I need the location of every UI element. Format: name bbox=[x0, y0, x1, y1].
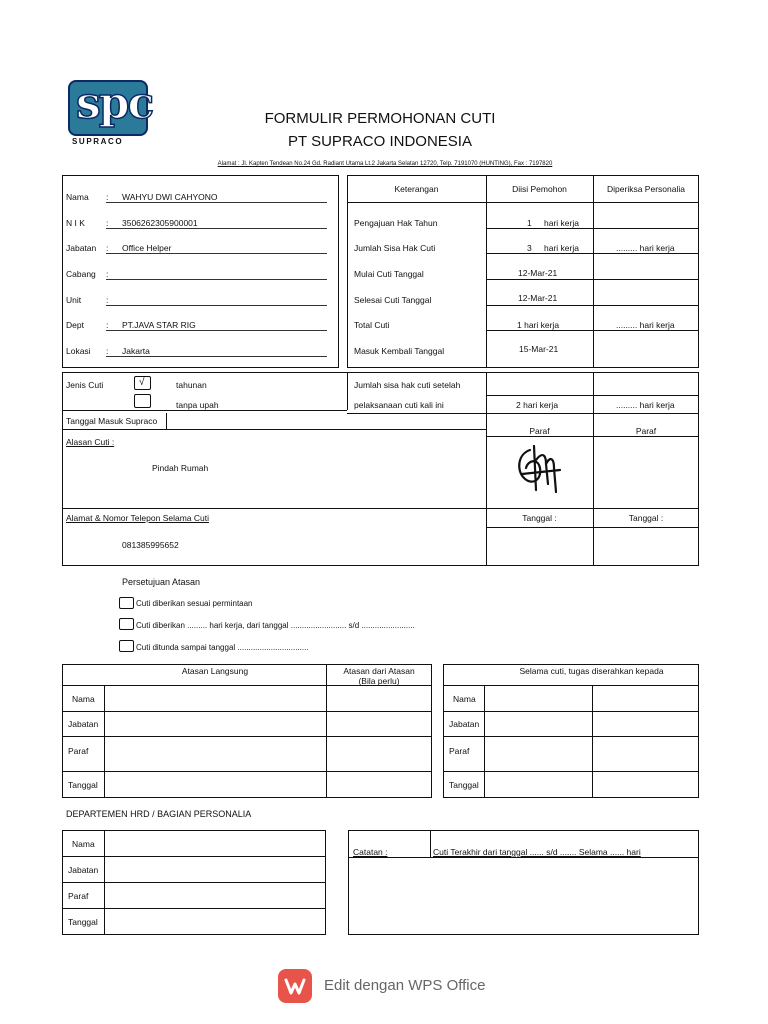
tanggal-masuk-label: Tanggal Masuk Supraco bbox=[66, 416, 158, 426]
persetujuan-option-1: Cuti diberikan sesuai permintaan bbox=[136, 599, 253, 608]
divider bbox=[62, 882, 326, 883]
hrd-title: DEPARTEMEN HRD / BAGIAN PERSONALIA bbox=[66, 809, 252, 819]
underline bbox=[106, 279, 327, 280]
hrd-row-tanggal: Tanggal bbox=[68, 917, 98, 927]
divider bbox=[486, 253, 699, 254]
divider bbox=[486, 279, 699, 280]
tanggal-pemohon-label: Tanggal : bbox=[522, 513, 557, 523]
delegation-row-paraf: Paraf bbox=[449, 746, 470, 756]
employee-value-nama: WAHYU DWI CAHYONO bbox=[122, 192, 218, 202]
employee-label-unit: Unit bbox=[66, 295, 82, 305]
employee-value-jabatan: Office Helper bbox=[122, 243, 172, 253]
leave-header-pemohon: Diisi Pemohon bbox=[512, 184, 567, 194]
employee-sep: : bbox=[106, 320, 109, 330]
leave-row-label: Mulai Cuti Tanggal bbox=[354, 269, 424, 279]
sisa-label-line1: Jumlah sisa hak cuti setelah bbox=[354, 380, 461, 390]
divider bbox=[486, 436, 699, 437]
divider bbox=[62, 508, 699, 509]
catatan-label: Catatan : bbox=[353, 847, 388, 857]
persetujuan-option-3: Cuti ditunda sampai tanggal ................................ bbox=[136, 643, 309, 652]
employee-label-dept: Dept bbox=[66, 320, 84, 330]
logo-name: SUPRACO bbox=[72, 137, 124, 146]
divider bbox=[443, 736, 699, 737]
signature-image bbox=[512, 440, 568, 498]
sisa-pemohon: 2 hari kerja bbox=[516, 400, 559, 410]
checkbox-persetujuan-3[interactable] bbox=[119, 640, 134, 652]
employee-sep: : bbox=[106, 346, 109, 356]
approval-row-jabatan: Jabatan bbox=[68, 719, 99, 729]
leave-row-label: Selesai Cuti Tanggal bbox=[354, 295, 432, 305]
underline bbox=[106, 202, 327, 203]
divider bbox=[486, 527, 699, 528]
leave-row-value: 1 hari kerja bbox=[517, 320, 560, 330]
company-address: Alamat : Jl. Kapten Tendean No.24 Gd. Radiant Utama Lt.2 Jakarta Selatan 12720, Telp. 7191070 (HUNTING), Fax : 7197820 bbox=[217, 161, 553, 167]
divider bbox=[166, 413, 167, 429]
approval-header-atasan-dari-atasan: Atasan dari Atasan bbox=[343, 666, 415, 676]
company-logo bbox=[68, 78, 153, 146]
divider bbox=[348, 857, 699, 858]
divider bbox=[486, 305, 699, 306]
employee-value-nik: 3506262305900001 bbox=[122, 218, 198, 228]
divider bbox=[62, 410, 347, 411]
alasan-cuti-label: Alasan Cuti : bbox=[66, 437, 115, 447]
employee-sep: : bbox=[106, 269, 109, 279]
divider bbox=[443, 685, 699, 686]
leave-row-label: Jumlah Sisa Hak Cuti bbox=[354, 243, 436, 253]
leave-row-label: Masuk Kembali Tanggal bbox=[354, 346, 445, 356]
leave-row-value: 12-Mar-21 bbox=[518, 293, 558, 303]
employee-label-nik: N I K bbox=[66, 218, 85, 228]
checkbox-tanpa-upah[interactable] bbox=[134, 394, 151, 408]
wps-watermark-text: Edit dengan WPS Office bbox=[324, 977, 486, 994]
persetujuan-title: Persetujuan Atasan bbox=[122, 577, 201, 587]
approval-row-paraf: Paraf bbox=[68, 746, 89, 756]
divider bbox=[347, 372, 348, 410]
leave-row-unit: hari kerja bbox=[544, 243, 579, 253]
employee-label-cabang: Cabang bbox=[66, 269, 96, 279]
underline bbox=[106, 228, 327, 229]
divider bbox=[443, 771, 699, 772]
leave-row-label: Total Cuti bbox=[354, 320, 390, 330]
divider bbox=[430, 830, 431, 857]
jenis-cuti-label: Jenis Cuti bbox=[66, 380, 104, 390]
approval-row-tanggal: Tanggal bbox=[68, 780, 98, 790]
hrd-row-paraf: Paraf bbox=[68, 891, 89, 901]
divider bbox=[62, 429, 486, 430]
paraf-pemohon-label: Paraf bbox=[529, 426, 550, 436]
divider bbox=[62, 771, 432, 772]
divider bbox=[486, 372, 487, 566]
divider bbox=[486, 175, 487, 368]
hrd-row-nama: Nama bbox=[72, 839, 95, 849]
company-name: PT SUPRACO INDONESIA bbox=[288, 133, 472, 150]
divider bbox=[486, 228, 699, 229]
divider bbox=[104, 830, 105, 935]
employee-box bbox=[62, 175, 339, 368]
checkbox-persetujuan-2[interactable] bbox=[119, 618, 134, 630]
logo-mark bbox=[68, 78, 153, 136]
form-title: FORMULIR PERMOHONAN CUTI bbox=[264, 110, 496, 127]
divider bbox=[62, 711, 432, 712]
persetujuan-option-2: Cuti diberikan ......... hari kerja, dari tanggal ......................... s/d ........................ bbox=[136, 621, 415, 630]
leave-row-check: ......... hari kerja bbox=[616, 320, 675, 330]
hrd-row-jabatan: Jabatan bbox=[68, 865, 99, 875]
sisa-personalia: ......... hari kerja bbox=[616, 400, 675, 410]
divider bbox=[347, 413, 699, 414]
divider bbox=[443, 711, 699, 712]
delegation-row-tanggal: Tanggal bbox=[449, 780, 479, 790]
delegation-header: Selama cuti, tugas diserahkan kepada bbox=[519, 666, 664, 676]
alamat-value: 081385995652 bbox=[122, 540, 179, 550]
employee-label-lokasi: Lokasi bbox=[66, 346, 91, 356]
approval-row-nama: Nama bbox=[72, 694, 95, 704]
divider bbox=[486, 330, 699, 331]
employee-sep: : bbox=[106, 295, 109, 305]
wps-logo-icon bbox=[278, 969, 312, 1003]
delegation-row-nama: Nama bbox=[453, 694, 476, 704]
jenis-cuti-option-tanpa-upah: tanpa upah bbox=[176, 400, 219, 410]
employee-value-lokasi: Jakarta bbox=[122, 346, 150, 356]
approval-header-atasan-langsung: Atasan Langsung bbox=[181, 666, 249, 676]
divider bbox=[593, 372, 594, 566]
approval-header-bila-perlu: (Bila perlu) bbox=[358, 676, 400, 686]
divider bbox=[484, 685, 485, 798]
tanggal-personalia-label: Tanggal : bbox=[628, 513, 664, 523]
alasan-cuti-value: Pindah Rumah bbox=[152, 463, 209, 473]
checkbox-tahunan[interactable] bbox=[134, 376, 151, 390]
sisa-label-line2: pelaksanaan cuti kali ini bbox=[354, 400, 444, 410]
divider bbox=[104, 685, 105, 798]
underline bbox=[106, 330, 327, 331]
divider bbox=[593, 175, 594, 368]
jenis-cuti-option-tahunan: tahunan bbox=[176, 380, 207, 390]
underline bbox=[106, 356, 327, 357]
leave-row-unit: hari kerja bbox=[544, 218, 579, 228]
paraf-personalia-label: Paraf bbox=[635, 426, 657, 436]
wps-watermark[interactable] bbox=[278, 968, 508, 1004]
employee-value-dept: PT.JAVA STAR RIG bbox=[122, 320, 196, 330]
divider bbox=[62, 736, 432, 737]
underline bbox=[106, 253, 327, 254]
divider bbox=[486, 395, 699, 396]
divider bbox=[62, 908, 326, 909]
leave-row-value: 15-Mar-21 bbox=[519, 344, 559, 354]
employee-sep: : bbox=[106, 218, 109, 228]
checkbox-persetujuan-1[interactable] bbox=[119, 597, 134, 609]
leave-row-label: Pengajuan Hak Tahun bbox=[354, 218, 438, 228]
employee-label-jabatan: Jabatan bbox=[66, 243, 97, 253]
leave-header-personalia: Diperiksa Personalia bbox=[607, 184, 685, 194]
alamat-label: Alamat & Nomor Telepon Selama Cuti bbox=[66, 513, 209, 523]
divider bbox=[592, 685, 593, 798]
catatan-value: Cuti Terakhir dari tanggal ...... s/d ....... Selama ...... hari bbox=[433, 847, 641, 857]
leave-row-check: ......... hari kerja bbox=[616, 243, 675, 253]
leave-header-keterangan: Keterangan bbox=[394, 184, 439, 194]
check-mark-icon: √ bbox=[139, 377, 145, 388]
employee-sep: : bbox=[106, 192, 109, 202]
delegation-row-jabatan: Jabatan bbox=[449, 719, 480, 729]
leave-row-num: 1 bbox=[527, 218, 532, 228]
underline bbox=[106, 305, 327, 306]
leave-row-num: 3 bbox=[527, 243, 532, 253]
logo-mark-text: spc bbox=[76, 78, 153, 129]
divider bbox=[347, 202, 699, 203]
catatan-box bbox=[348, 830, 699, 935]
employee-sep: : bbox=[106, 243, 109, 253]
divider bbox=[62, 856, 326, 857]
employee-label-nama: Nama bbox=[66, 192, 89, 202]
leave-row-value: 12-Mar-21 bbox=[518, 268, 558, 278]
